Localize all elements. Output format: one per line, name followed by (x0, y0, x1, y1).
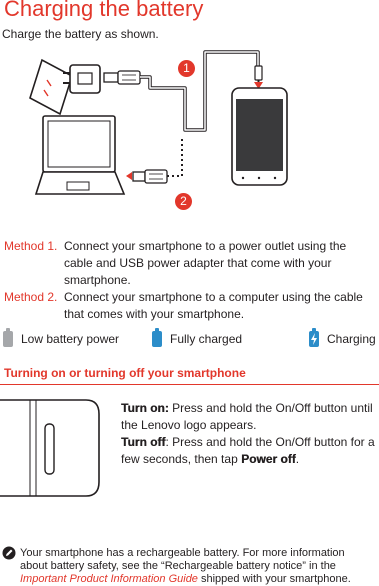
laptop-icon (36, 116, 124, 194)
method-2-text: Connect your smartphone to a computer using the cable that comes with your smartphone. (64, 290, 363, 321)
method-1-text: Connect your smartphone to a power outlet using the cable and USB power adapter that come with your smartphone. (64, 239, 347, 287)
section-divider (0, 384, 379, 385)
smartphone-icon (232, 88, 287, 185)
battery-note (20, 547, 372, 586)
legend-full-battery (152, 331, 242, 347)
legend-low-label: Low battery power (21, 332, 120, 346)
turn-off-term: Turn off (121, 435, 166, 449)
turn-on-text: Press and hold the On/Off button until the Lenovo logo appears. (121, 401, 373, 432)
legend-charging-battery (309, 331, 376, 347)
step-1-badge: 1 (178, 60, 195, 77)
turn-off-end: . (295, 452, 300, 466)
page-title: Charging the battery (4, 0, 204, 21)
power-off-term: Power off (241, 452, 296, 466)
legend-low-battery (3, 331, 119, 347)
usb-plug-icon (104, 71, 140, 84)
battery-charging-icon (309, 331, 319, 347)
turn-on-term: Turn on: (121, 401, 169, 415)
step-2-badge: 2 (175, 193, 192, 210)
pencil-icon (2, 546, 16, 560)
note-text-2: shipped with your smartphone. (197, 573, 351, 585)
legend-charging-label: Charging (327, 332, 376, 346)
usb-plug-icon (126, 170, 167, 183)
note-text-1: Your smartphone has a rechargeable battery. For more information about battery safety, see the “Rechargeable battery notice” in the (20, 547, 345, 572)
guide-title: Important Product Information Guide (20, 573, 198, 585)
method-1-label: Method 1. (4, 239, 58, 253)
battery-low-icon (3, 331, 13, 347)
method-2-label: Method 2. (4, 290, 58, 304)
power-button-icon (45, 424, 54, 474)
section-title: Turning on or turning off your smartphone (4, 366, 246, 380)
legend-full-label: Fully charged (170, 332, 243, 346)
battery-full-icon (152, 331, 162, 347)
power-instructions (121, 400, 377, 468)
turn-off-text: : Press and hold the On/Off button for a few seconds, then tap (121, 435, 375, 466)
page-subtitle: Charge the battery as shown. (2, 27, 159, 41)
wall-outlet-icon (30, 60, 72, 114)
phone-side-illustration (0, 396, 100, 498)
